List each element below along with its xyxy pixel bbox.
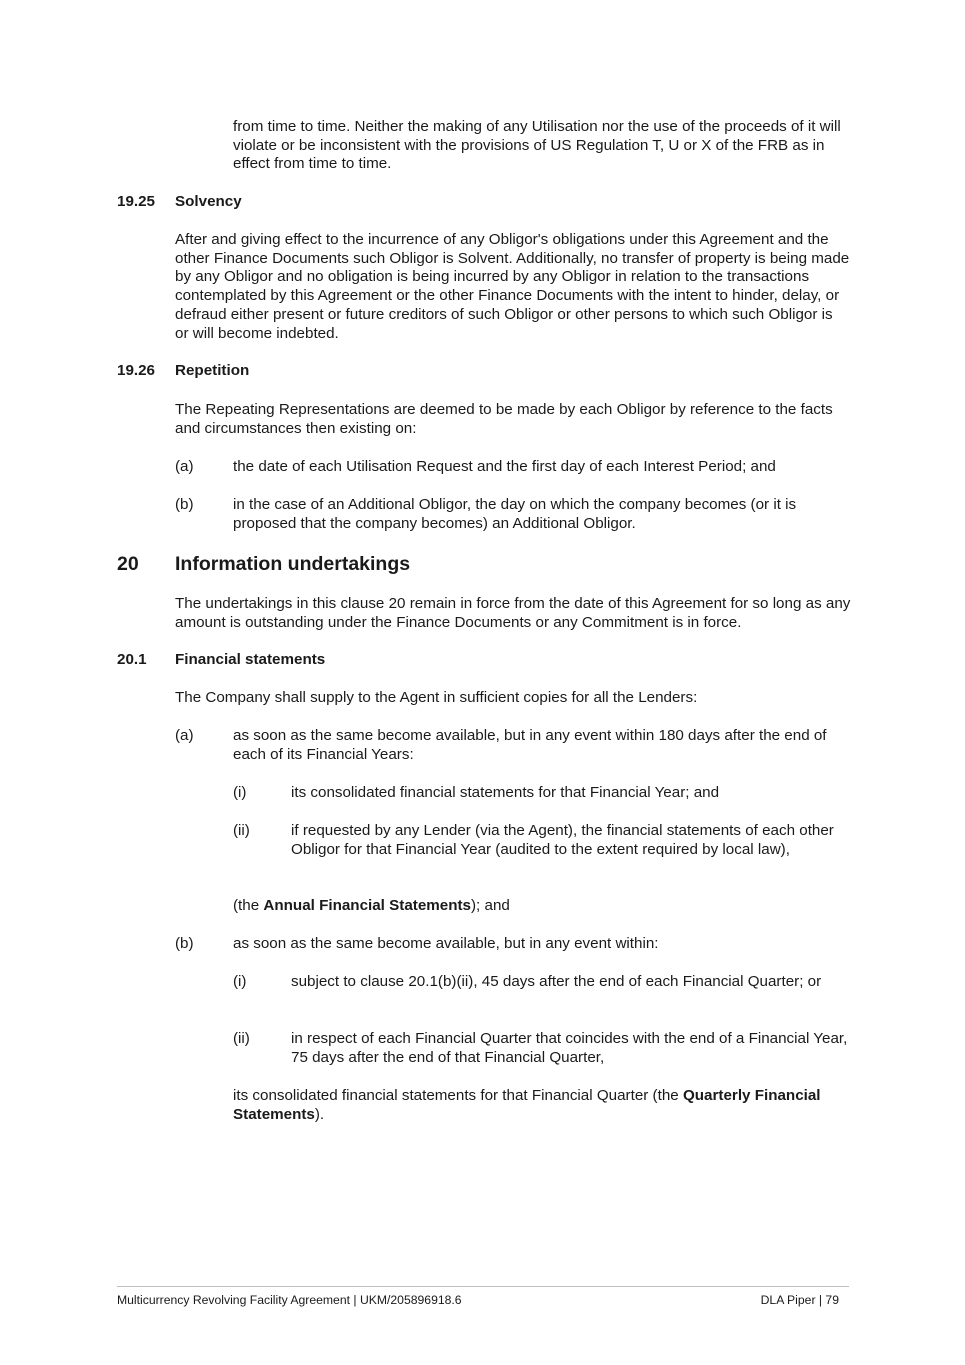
annual-pre: (the xyxy=(233,897,264,914)
list-item-20-1-b: as soon as the same become available, but in any event within: xyxy=(233,935,659,952)
footer-document-reference: Multicurrency Revolving Facility Agreement | UKM/205896918.6 xyxy=(117,1293,462,1307)
annual-financial-statements-definition xyxy=(233,897,849,916)
quarterly-defined-term: Quarterly Financial Statements xyxy=(233,1087,821,1123)
section-19-25-title: Solvency xyxy=(175,193,242,210)
section-20-1-title: Financial statements xyxy=(175,651,326,668)
section-19-26-body: The Repeating Representations are deemed to be made by each Obligor by reference to the facts and circumstances then existing on: xyxy=(175,401,833,437)
footer-divider xyxy=(117,1286,849,1287)
section-19-25-number: 19.25 xyxy=(117,193,156,210)
list-label-20-1-a-ii: (ii) xyxy=(233,822,250,839)
list-item-20-1-b-ii: in respect of each Financial Quarter that coincides with the end of a Financial Year, 75 days after the end of that Financial Quarter, xyxy=(291,1030,848,1066)
section-19-26-number: 19.26 xyxy=(117,362,156,379)
list-label-20-1-b-i: (i) xyxy=(233,973,247,990)
section-20-1-body: The Company shall supply to the Agent in sufficient copies for all the Lenders: xyxy=(175,689,698,706)
list-label-20-1-a-i: (i) xyxy=(233,784,247,801)
quarterly-post: ). xyxy=(314,1105,325,1123)
list-item-20-1-a-i: its consolidated financial statements for that Financial Year; and xyxy=(291,784,720,801)
clause-20-title: Information undertakings xyxy=(175,553,411,575)
list-label-20-1-a: (a) xyxy=(175,727,194,744)
section-19-26-title: Repetition xyxy=(175,362,250,379)
list-item-19-26-b: in the case of an Additional Obligor, the day on which the company becomes (or it is proposed that the company becomes) an Additional Obligor. xyxy=(233,496,797,532)
list-label-20-1-b: (b) xyxy=(175,935,194,952)
list-item-20-1-b-i: subject to clause 20.1(b)(ii), 45 days after the end of each Financial Quarter; or xyxy=(291,973,822,990)
quarterly-pre: its consolidated financial statements for that Financial Quarter (the xyxy=(233,1087,683,1104)
intro-continuation: from time to time. Neither the making of any Utilisation nor the use of the proceeds of it will violate or be inconsistent with the provisions of US Regulation T, U or X of the FRB as in effect from time to time. xyxy=(233,118,841,173)
list-label-19-26-b: (b) xyxy=(175,496,194,513)
annual-defined-term: Annual Financial Statements xyxy=(263,897,471,914)
section-20-1-number: 20.1 xyxy=(117,651,147,668)
footer-page-number: DLA Piper | 79 xyxy=(760,1293,839,1307)
list-label-19-26-a: (a) xyxy=(175,458,194,475)
clause-20-body: The undertakings in this clause 20 remain in force from the date of this Agreement for so long as any amount is outstanding under the Finance Documents or any Commitment is in force. xyxy=(175,595,851,631)
section-19-25-body: After and giving effect to the incurrence of any Obligor's obligations under this Agreement and the other Finance Documents such Obligor is Solvent. Additionally, no transfer of property is being made by any Obligor and no obligation is being incurred by any Obligor in relation to the transactions contemplated by this Agreement or the other Finance Documents with the intent to hinder, delay, or defraud either present or future creditors of such Obligor or other persons to which such Obligor is or will become indebted. xyxy=(175,231,850,342)
annual-post: ); and xyxy=(471,897,510,914)
list-label-20-1-b-ii: (ii) xyxy=(233,1030,250,1047)
clause-20-number: 20 xyxy=(117,553,139,575)
quarterly-financial-statements-definition xyxy=(233,1087,849,1124)
list-item-20-1-a: as soon as the same become available, but in any event within 180 days after the end of each of its Financial Years: xyxy=(233,727,827,763)
list-item-19-26-a: the date of each Utilisation Request and the first day of each Interest Period; and xyxy=(233,458,776,475)
list-item-20-1-a-ii: if requested by any Lender (via the Agent), the financial statements of each other Obligor for that Financial Year (audited to the extent required by local law), xyxy=(291,822,834,858)
